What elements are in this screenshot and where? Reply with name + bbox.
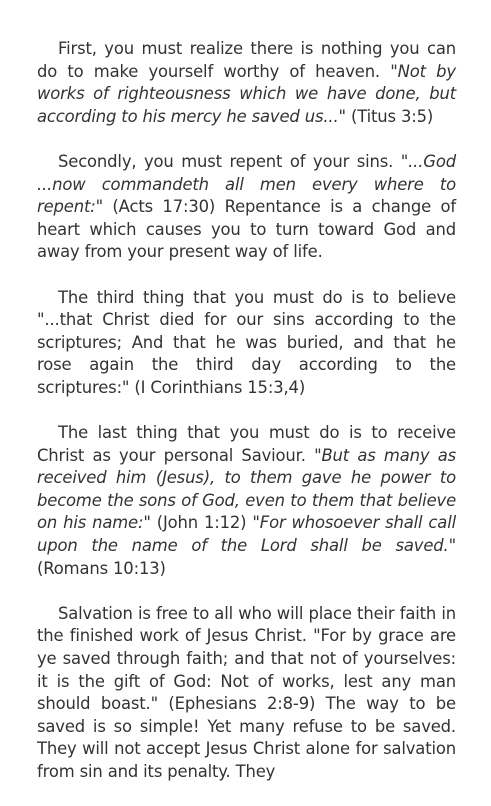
text-segment: The third thing that you must do is to believe "...that Christ died for our sins according to the scriptures; And that he was buried, and that he rose again the third day according to the scriptures:" (I Corinthians 15:3,4) [37, 287, 456, 397]
scripture-reference: (Romans 10:13) [37, 558, 166, 578]
text-segment: Salvation is free to all who will place their faith in the finished work of Jesus Christ. "For by grace are ye saved through faith; and that not of yourselves: it is the gift of God: Not of works, lest any man should boast." (Ephesians 2:8-9) The way to be saved is so simple! Yet many refuse to be saved. They will not accept Jesus Christ alone for salvation from sin and its penalty. They [37, 603, 456, 781]
document-page [37, 38, 456, 806]
paragraph-believe [37, 287, 456, 400]
text-segment: (Acts 17:30) Repentance is a change of heart which causes you to turn toward God and away from your present way of life. [37, 197, 456, 262]
paragraph-realize [37, 38, 456, 128]
paragraph-salvation [37, 603, 456, 784]
scripture-quote: "But as many as received him (Jesus), to them gave he power to become the sons of God, even to them that believe on his name:" [37, 445, 456, 533]
text-segment: Secondly, you must repent of your sins. [58, 151, 401, 171]
scripture-reference: (John 1:12) [150, 513, 253, 533]
scripture-quote: "Not by works of righteousness which we have done, but according to his mercy he saved us..." [37, 61, 456, 126]
paragraph-receive [37, 422, 456, 580]
text-segment: The last thing that you must do is to receive Christ as your personal Saviour. [37, 423, 456, 465]
scripture-reference: (Titus 3:5) [345, 106, 434, 126]
paragraph-repent [37, 151, 456, 264]
text-segment: First, you must realize there is nothing you can do to make yourself worthy of heaven. [37, 39, 456, 81]
scripture-quote: "...God ...now commandeth all men every where to repent:" [37, 151, 456, 217]
scripture-quote: "For whosoever shall call upon the name of the Lord shall be saved." [37, 513, 456, 556]
